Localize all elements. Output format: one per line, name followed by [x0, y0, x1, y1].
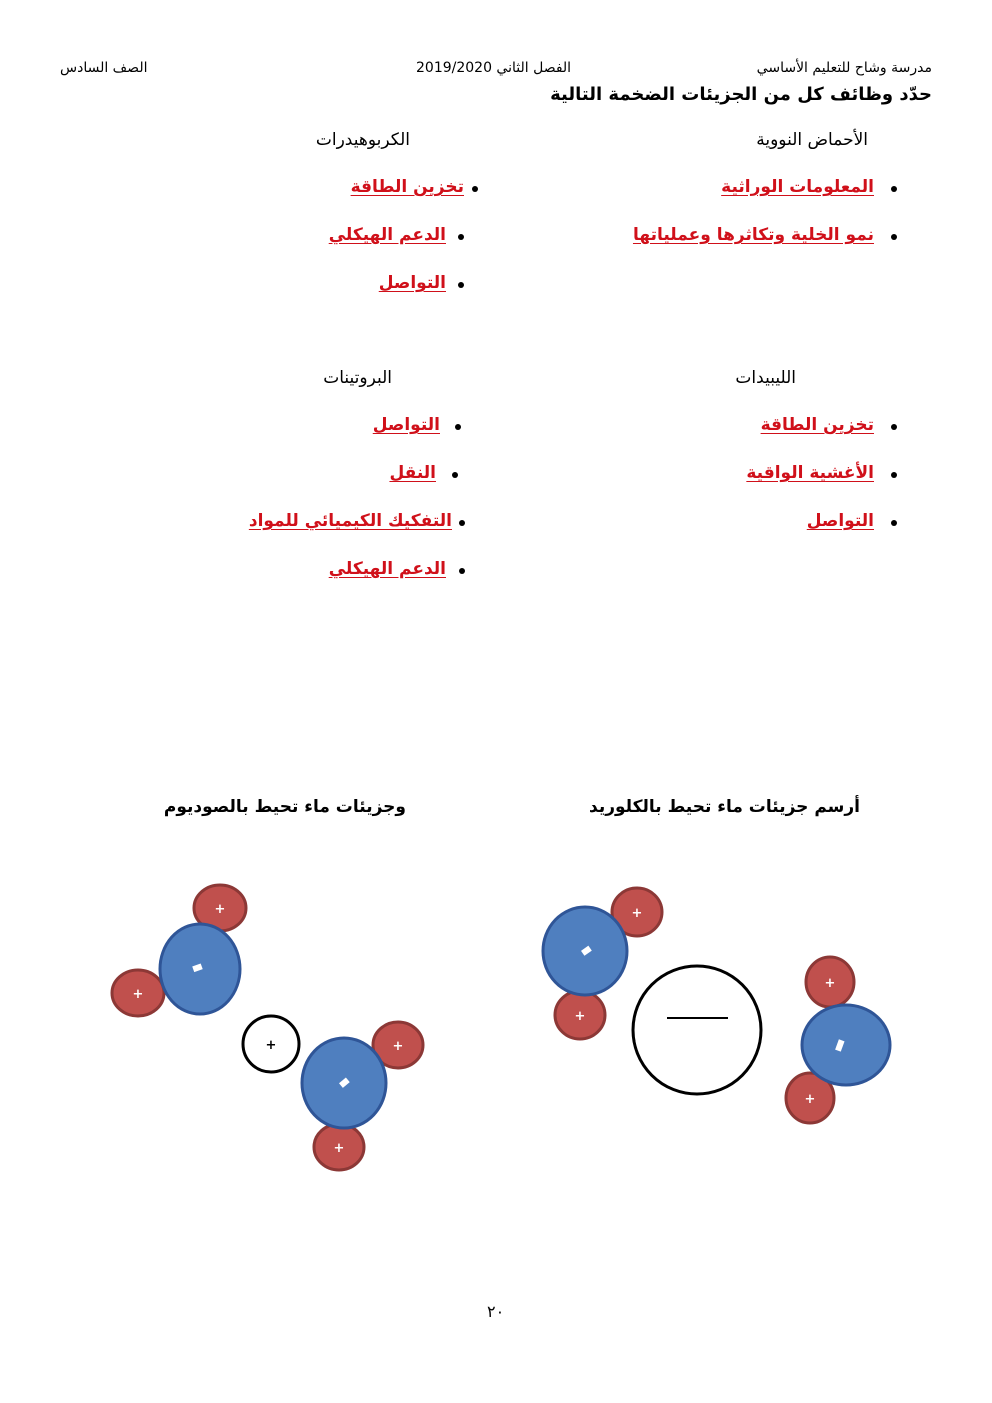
- positive-charge-icon: +: [333, 1141, 345, 1156]
- page-number: ٢٠: [487, 1302, 505, 1321]
- lipids-item: الأغشية الواقية: [746, 463, 874, 483]
- carbohydrates-item: التواصل: [378, 273, 446, 293]
- proteins-title: البروتينات: [323, 368, 392, 388]
- nucleic-acids-title: الأحماض النووية: [756, 130, 868, 150]
- proteins-item: التواصل: [372, 415, 440, 435]
- sodium-drawing-title: وجزيئات ماء تحيط بالصوديوم: [163, 797, 406, 817]
- lipids-item: التواصل: [806, 511, 874, 531]
- lipids-title: الليبيدات: [735, 368, 796, 388]
- carbohydrates-item: الدعم الهيكلي: [328, 225, 446, 245]
- term-label: الفصل الثاني 2019/2020: [416, 60, 572, 76]
- positive-charge-icon: +: [265, 1038, 277, 1053]
- positive-charge-icon: +: [804, 1092, 816, 1107]
- nucleic-acids-item: المعلومات الوراثية: [721, 177, 874, 197]
- proteins-item: الدعم الهيكلي: [328, 559, 446, 579]
- nucleic-acids-item: نمو الخلية وتكاثرها وعملياتها: [632, 225, 874, 245]
- question-title: حدّد وظائف كل من الجزيئات الضخمة التالية: [550, 84, 932, 105]
- positive-charge-icon: +: [824, 976, 836, 991]
- oxygen-atom: [802, 1005, 890, 1085]
- positive-charge-icon: +: [574, 1009, 586, 1024]
- sodium-water-molecule-2: [302, 1022, 423, 1170]
- positive-charge-icon: +: [214, 902, 226, 917]
- proteins-item: النقل: [389, 463, 436, 483]
- carbohydrates-item: تخزين الطاقة: [350, 177, 464, 197]
- chloride-ion: [633, 966, 761, 1094]
- school-name: مدرسة وشاح للتعليم الأساسي: [756, 60, 932, 76]
- chloride-water-molecule-2: [786, 957, 890, 1123]
- carbohydrates-title: الكربوهيدرات: [315, 130, 410, 150]
- sodium-water-molecule-1: [112, 885, 246, 1016]
- positive-charge-icon: +: [631, 906, 643, 921]
- chloride-ion-circle: [633, 966, 761, 1094]
- positive-charge-icon: +: [132, 987, 144, 1002]
- chloride-drawing-title: أرسم جزيئات ماء تحيط بالكلوريد: [589, 797, 860, 817]
- sodium-ion: [243, 1016, 299, 1072]
- proteins-item: التفكيك الكيميائي للمواد: [248, 511, 452, 531]
- positive-charge-icon: +: [392, 1039, 404, 1054]
- lipids-item: تخزين الطاقة: [760, 415, 874, 435]
- grade-label: الصف السادس: [60, 60, 148, 76]
